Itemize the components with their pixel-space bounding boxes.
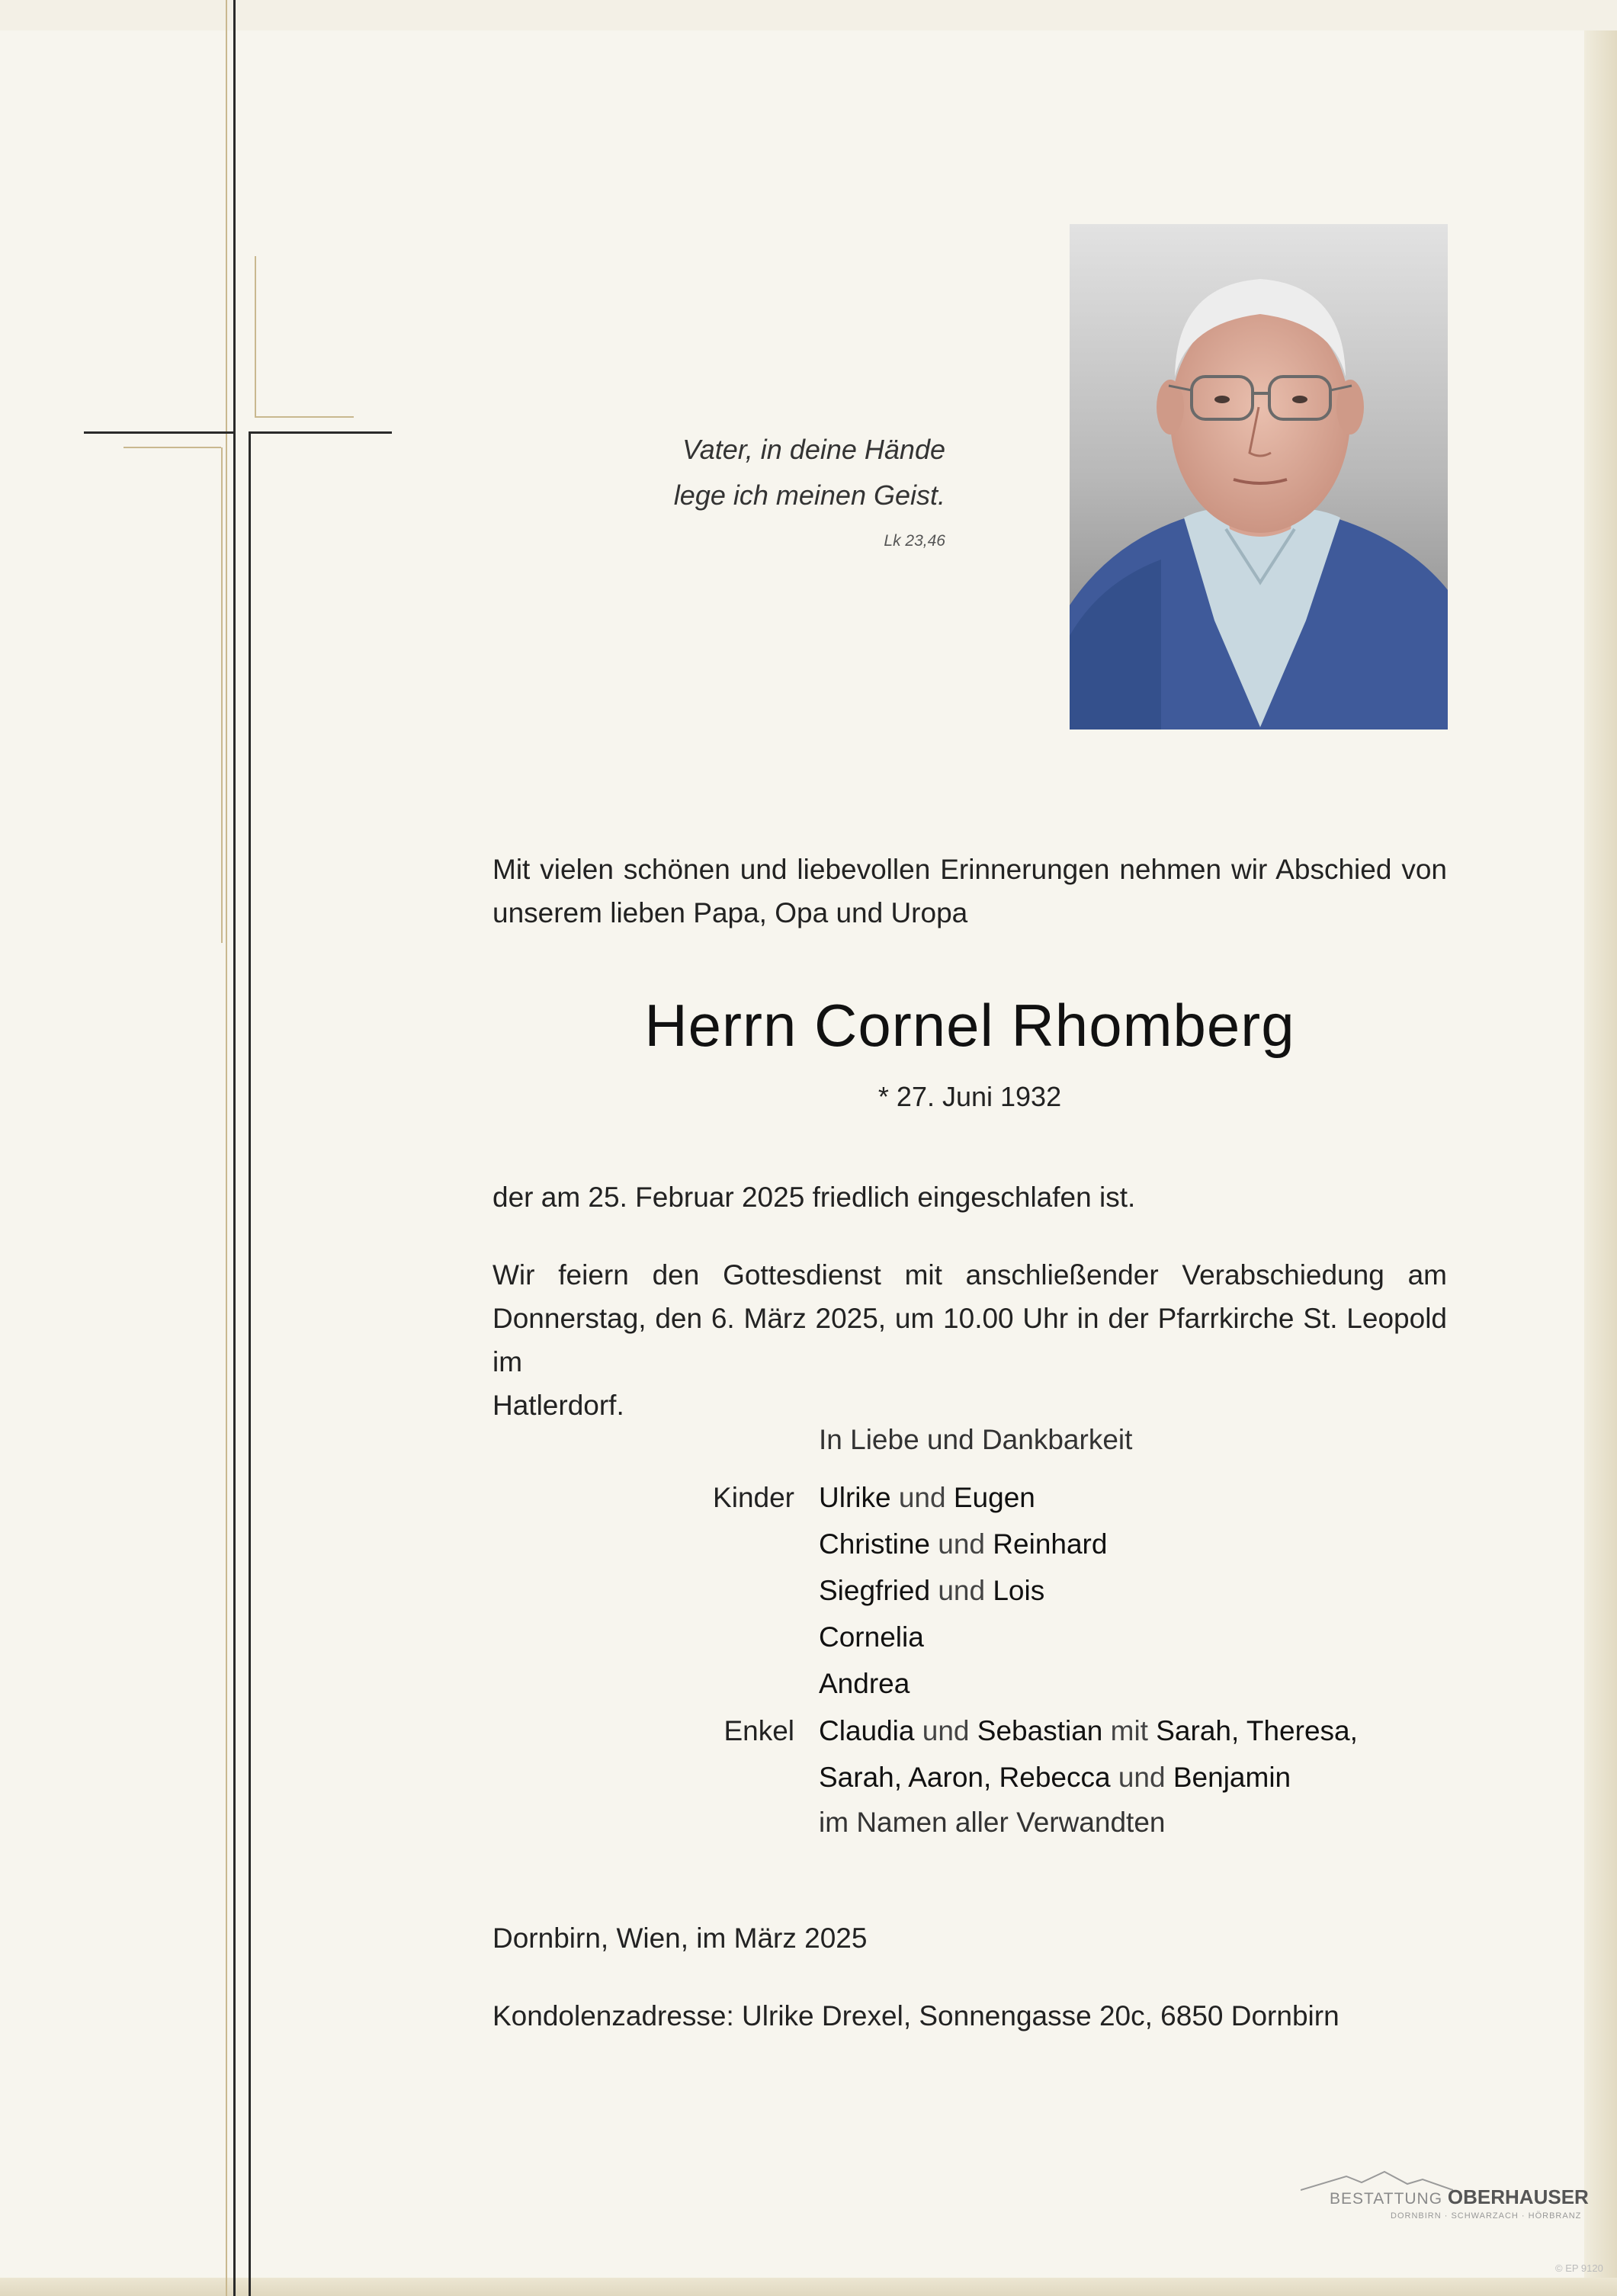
child-entry: Andrea [819,1668,910,1699]
grandchildren-line-1: Claudia und Sebastian mit Sarah, Theresa, [819,1715,1358,1746]
logo-subtitle: DORNBIRN · SCHWARZACH · HÖRBRANZ [1391,2211,1582,2221]
funeral-home-logo [1301,2169,1589,2230]
print-code: © EP 9120 [1555,2262,1603,2274]
enkel-label: Enkel [723,1715,794,1746]
child-entry: Cornelia [819,1621,924,1653]
service-line-3: Hatlerdorf. [492,1390,624,1421]
child-entry: Christine und Reinhard [819,1528,1108,1560]
intro-line-2: unserem lieben Papa, Opa und Uropa [492,897,968,928]
quote-line-2: lege ich meinen Geist. [673,479,945,511]
birth-date: * 27. Juni 1932 [877,1081,1062,1112]
death-text: der am 25. Februar 2025 friedlich eingeschlafen ist. [492,1182,1136,1213]
kinder-label: Kinder [713,1482,794,1513]
deceased-name: Herrn Cornel Rhomberg [644,992,1295,1059]
grandchildren-line-2: Sarah, Aaron, Rebecca und Benjamin [819,1762,1291,1793]
service-text [492,1253,1447,1427]
intro-line-1: Mit vielen schönen und liebevollen Erinnerungen nehmen wir Abschied von [492,854,1447,885]
child-entry: Siegfried und Lois [819,1575,1045,1606]
bible-quote [579,427,945,518]
condolence-address: Kondolenzadresse: Ulrike Drexel, Sonnengasse 20c, 6850 Dornbirn [492,2000,1339,2031]
top-margin [0,0,1617,30]
quote-reference: Lk 23,46 [884,532,945,550]
quote-line-1: Vater, in deine Hände [682,434,945,465]
logo-text: BESTATTUNG OBERHAUSER [1330,2185,1589,2208]
place-date: Dornbirn, Wien, im März 2025 [492,1922,868,1954]
child-entry: Ulrike und Eugen [819,1482,1035,1513]
mourners-heading: In Liebe und Dankbarkeit [819,1424,1133,1455]
service-line-2: Donnerstag, den 6. März 2025, um 10.00 Uhr in der Pfarrkirche St. Leopold im [492,1303,1447,1377]
right-border [1584,30,1617,2296]
intro-text [492,848,1447,935]
portrait-photo [1070,224,1448,730]
bottom-border [0,2278,1617,2296]
closing-line: im Namen aller Verwandten [819,1807,1166,1838]
service-line-1: Wir feiern den Gottesdienst mit anschließender Verabschiedung am [492,1259,1447,1291]
